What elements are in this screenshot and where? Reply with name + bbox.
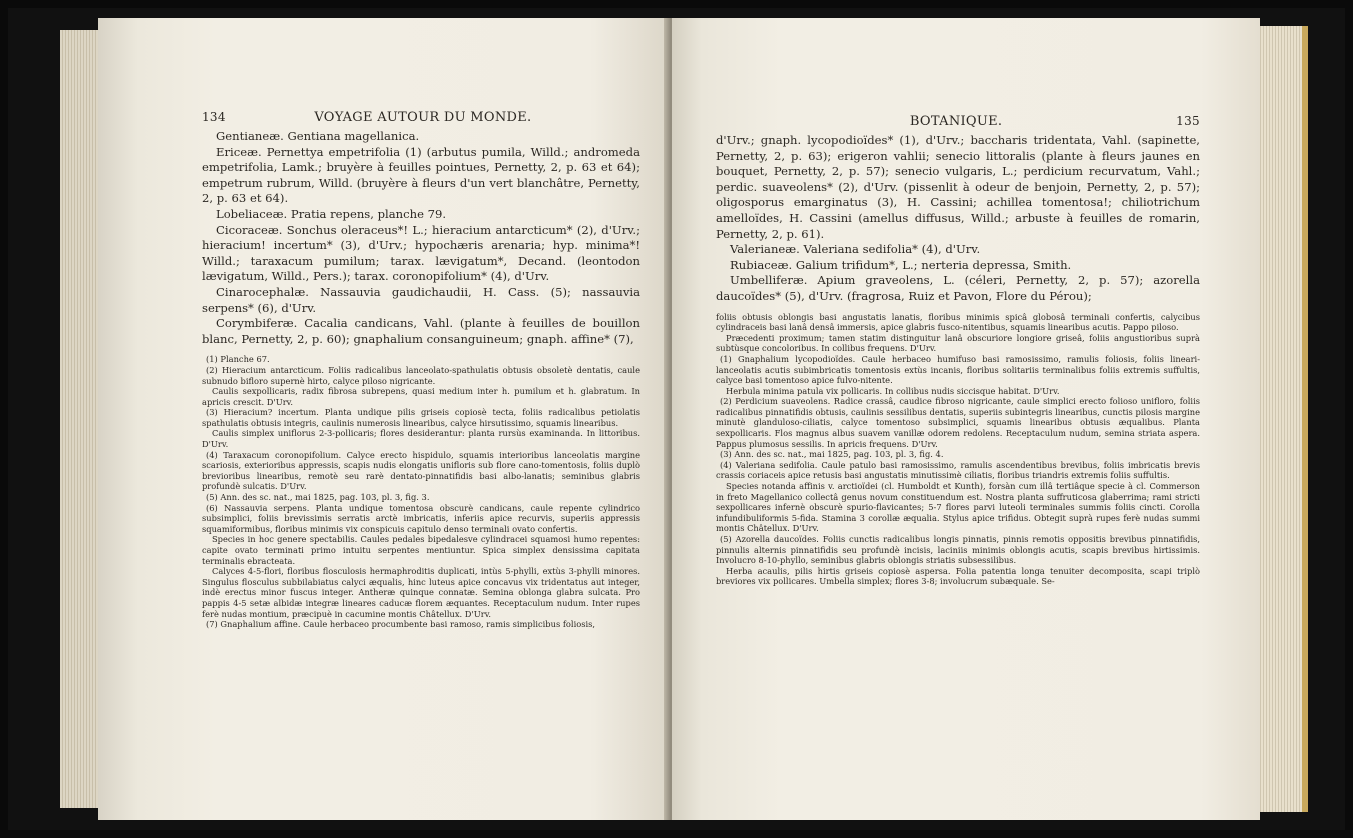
page-number: 135 — [1176, 114, 1200, 128]
left-page — [98, 18, 670, 820]
entry-cinarocephalae: Cinarocephalæ. Nassauvia gaudichaudii, H. Cass. (5); nassauvia serpens* (6), d'Urv. — [202, 284, 640, 315]
entry-corymbiferae: Corymbiferæ. Cacalia candicans, Vahl. (plante à feuilles de bouillon blanc, Pernetty, 2, p. 60); gnaphalium consanguineum; gnaph. affine* (7), — [202, 316, 640, 346]
footnote: (1) Planche 67. — [206, 354, 270, 365]
footnote: (5) Azorella daucoïdes. Foliis cunctis radicalibus longis pinnatis, pinnis remotis oppositis brevibus pinnatifidis, pinnulis alternis pinnatifidis seu profundè incisis, laciniis minimis oblongis acutis, scapis brevibus hirtissimis. Involucro 8-10-phyllo, seminibus glabris oblongis striatis subsessilibus. — [716, 534, 1200, 566]
entry-umbelliferae: Umbelliferæ. Apium graveolens, L. (céleri, Pernetty, 2, p. 57); azorella daucoïdes* (5), d'Urv. (fragrosa, Ruiz et Pavon, Flore du Pérou); — [716, 273, 1200, 303]
right-page — [672, 18, 1260, 820]
entry-rubiaceae: Rubiaceæ. Galium trifidum*, L.; nerteria depressa, Smith. — [730, 257, 1072, 272]
footnote: (6) Nassauvia serpens. Planta undique tomentosa obscurè candicans, caule repente cylindrico subsimplici, foliis brevissimis serratis arctè imbricatis, inferiis apice recurvis, superiis appressis squamiformibus, floribus minimis vix conspicuis capitulo denso terminali ovato confertis. — [202, 502, 640, 534]
footnote: (5) Ann. des sc. nat., mai 1825, pag. 103, pl. 3, fig. 3. — [206, 492, 430, 503]
footnote: (3) Hieracium? incertum. Planta undique pilis griseis copiosè tecta, foliis radicalibus petiolatis spathulatis obtusis integris, caulinis numerosis linearibus, calyce hirsutissimo, squamis linearibus. — [202, 407, 640, 428]
footnote: foliis obtusis oblongis basi angustatis lanatis, floribus minimis spicâ globosâ terminali confertis, calycibus cylindraceis basi lanâ densâ immersis, apice glabris fusco-nitentibus, squamis linearibus acutis. Pappo piloso. — [716, 311, 1200, 333]
footnote: Caulis simplex uniflorus 2-3-pollicaris; flores desiderantur: planta rursùs examinanda. In littoribus. D'Urv. — [202, 428, 640, 450]
running-head-title: BOTANIQUE. — [909, 114, 1003, 129]
page-number: 134 — [202, 110, 226, 124]
footnote: Herbula minima patula vix pollicaris. In collibus nudis siccisque habitat. D'Urv. — [726, 385, 1060, 396]
footnote: Species in hoc genere spectabilis. Caules pedales bipedalesve cylindracei squamosi humo repentes: capite ovato terminati primo intuitu serpentes mentiuntur. Spica simplex densissima capitata terminalis ebracteata. — [202, 534, 640, 566]
footnote: (4) Valeriana sedifolia. Caule patulo basi ramosissimo, ramulis ascendentibus brevibus, foliis imbricatis brevis crassis coriaceis apice retusis basi angustatis minutissimè ciliatis, floribus triandris extremis foliis suffultis. — [716, 459, 1200, 481]
footnote: Calyces 4-5-flori, floribus flosculosis hermaphroditis duplicati, intùs 5-phylli, extùs 3-phylli minores. Singulus flosculus subbilabiatus calyci æqualis, hinc luteus apice concavus vix tridentatus aut integer, indè erectus minor fuscus integer. Antheræ quinque connatæ. Semina oblonga glabra sulcata. Pro pappis 4-5 setæ albidæ integræ lineares caducæ florem æquantes. Receptaculum nudum. Inter rupes ferè nudas montium, præcipuè in cacumine montis Châtellux. D'Urv. — [202, 566, 640, 619]
entry-corymbiferae-continued: d'Urv.; gnaph. lycopodioïdes* (1), d'Urv.; baccharis tridentata, Vahl. (sapinette, Pernetty, 2, p. 63); erigeron vahlii; senecio littoralis (plante à fleurs jaunes en bouquet, Pernetty, 2, p. 57); senecio vulgaris, L.; perdicium recurvatum, Vahl.; perdic. suaveolens* (2), d'Urv. (pissenlit à odeur de benjoin, Pernetty, 2, p. 57); oligosporus emarginatus (3), H. Cassini; achillea tomentosa!; chiliotrichum amelloïdes, H. Cassini (amellus diffusus, Willd.; arbuste à feuilles de romarin, Pernetty, 2, p. 61). — [716, 133, 1200, 241]
footnote: (4) Taraxacum coronopifolium. Calyce erecto hispidulo, squamis interioribus lanceolatis margine scariosis, exterioribus appressis, scapis nudis elongatis unifloris sub flore cano-tomentosis, foliis duplò brevioribus linearibus, remotè seu rarè dentato-pinnatifidis basi albo-lanatis; seminibus glabris profundè sulcatis. D'Urv. — [202, 449, 640, 492]
running-header-left — [202, 110, 640, 125]
footnote: (7) Gnaphalium affine. Caule herbaceo procumbente basi ramoso, ramis simplicibus foliosis, — [206, 619, 596, 630]
footnote: Species notanda affinis v. arctioïdei (cl. Humboldt et Kunth), forsàn cum illâ tertiâque specie à cl. Commerson in freto Magellanico collectâ genus novum constituendum est. Nostra planta suffruticosa glaberrima; rami stricti sexpollicares infernè obscurè spurio-flavicantes; 5-7 flores parvi luteoli terminales summis foliis cincti. Corolla infundibuliformis 5-fida. Stamina 3 corollæ æqualia. Stylus apice trifidus. Obtegit suprà rupes ferè nudas summi montis Châtellux. D'Urv. — [716, 481, 1200, 534]
entry-valerianeae: Valerianeæ. Valeriana sedifolia* (4), d'Urv. — [730, 242, 981, 257]
footnote: (3) Ann. des sc. nat., mai 1825, pag. 103, pl. 3, fig. 4. — [720, 449, 944, 460]
footnote: Præcedenti proximum; tamen statim distinguitur lanâ obscuriore longiore griseâ, foliis angustioribus suprà subtùsque concoloribus. In collibus frequens. D'Urv. — [716, 332, 1200, 354]
footnote: Caulis sexpollicaris, radix fibrosa subrepens, quasi medium inter h. pumilum et h. glabratum. In apricis crescit. D'Urv. — [202, 386, 640, 407]
running-head-title: VOYAGE AUTOUR DU MONDE. — [314, 110, 532, 125]
footnote: (1) Gnaphalium lycopodioïdes. Caule herbaceo humifuso basi ramosissimo, ramulis foliosis, foliis lineari-lanceolatis acutis subimbricatis tomentosis extùs incanis, floribus solitariis terminalibus foliis extremis suffultis, calyce basi tomentoso apice fulvo-nitente. — [716, 353, 1200, 386]
running-header-right — [716, 114, 1200, 129]
entry-lobeliaceae: Lobeliaceæ. Pratia repens, planche 79. — [216, 206, 447, 221]
footnote: (2) Hieracium antarcticum. Foliis radicalibus lanceolato-spathulatis obtusis obsoletè dentatis, caule subnudo bifloro supernè hirto, calyce piloso nigricante. — [202, 364, 640, 386]
entry-gentianeae: Gentianeæ. Gentiana magellanica. — [216, 129, 420, 143]
footnote: (2) Perdicium suaveolens. Radice crassâ, caudice fibroso nigricante, caule simplici erecto folioso unifloro, foliis radicalibus pinnatifidis obtusis, caulinis sessilibus dentatis, superiis subintegris linearibus, cunctis pilosis margine minutè glanduloso-ciliatis, calyce tomentoso subsimplici, squamis linearibus obtusis æqualibus. Planta sexpollicaris. Flos magnus albus suavem vanillæ odorem redolens. Receptaculum nudum, semina striata aspera. Pappus plumosus sessilis. In apricis frequens. D'Urv. — [716, 396, 1200, 449]
page-edges-right — [1258, 26, 1308, 812]
footnote: Herba acaulis, pilis hirtis griseis copiosè aspersa. Folia patentia longa tenuiter decomposita, scapi triplò breviores vix pollicares. Umbella simplex; flores 3-8; involucrum subæquale. Se- — [716, 565, 1200, 587]
entry-ericeae: Ericeæ. Pernettya empetrifolia (1) (arbutus pumila, Willd.; andromeda empetrifolia, Lamk.; bruyère à feuilles pointues, Pernetty, 2, p. 63 et 64); empetrum rubrum, Willd. (bruyère à fleurs d'un vert blanchâtre, Pernetty, 2, p. 63 et 64). — [202, 144, 640, 206]
page-edges-left — [60, 30, 100, 808]
entry-cicoraceae: Cicoraceæ. Sonchus oleraceus*! L.; hieracium antarcticum* (2), d'Urv.; hieracium! incertum* (3), d'Urv.; hypochæris arenaria; hyp. minima*! Willd.; taraxacum pumilum; tarax. lævigatum*, Decand. (leontodon lævigatum, Willd., Pers.); tarax. coronopifolium* (4), d'Urv. — [202, 222, 640, 284]
